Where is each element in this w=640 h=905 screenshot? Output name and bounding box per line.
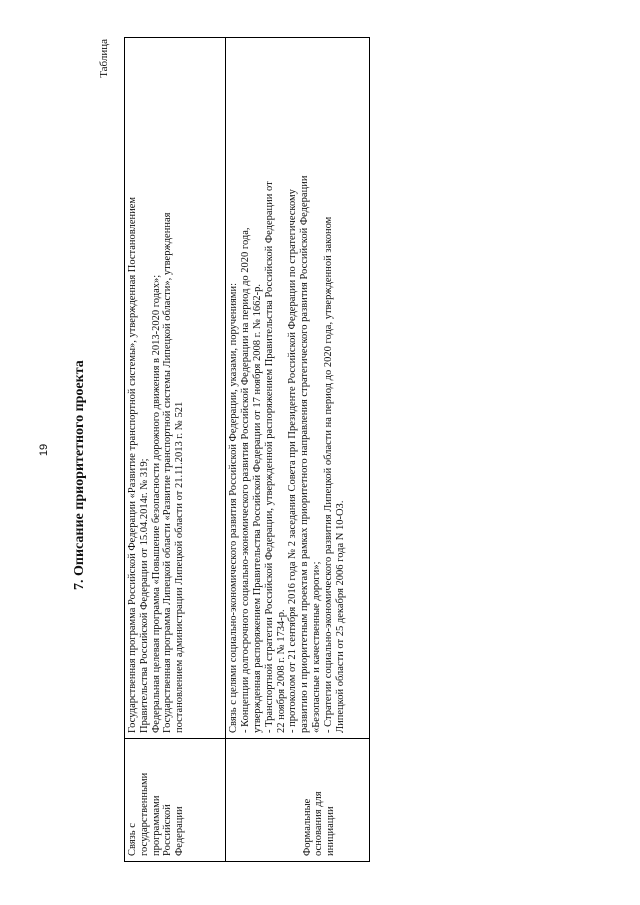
content-line: - протоколом от 21 сентября 2016 года № 2 заседания Совета при Президенте Российской Федерации по стратегическому bbox=[287, 189, 299, 733]
row-label-cell bbox=[125, 739, 226, 862]
row-label-line: Российской bbox=[162, 804, 174, 856]
content-line: - Транспортной стратегии Российской Федерации, утвержденной распоряжением Правительства Российской Федерации от bbox=[263, 181, 275, 733]
row-label-line: Формальные bbox=[301, 798, 313, 856]
content-line: Государственная программа Российской Федерации «Развитие транспортной системы», утвержденная Постановлением bbox=[127, 196, 138, 733]
content-line: - Концепции долгосрочного социально-экономического развития Российской Федерации на период до 2020 года, bbox=[240, 227, 252, 733]
project-description-table bbox=[124, 37, 370, 862]
content-line: - Стратегии социально-экономического развития Липецкой области на период до 2020 года, утвержденной законом bbox=[322, 216, 334, 733]
content-line: Связь с целями социально-экономического развития Российской Федерации, указами, поручениями: bbox=[228, 283, 240, 733]
table-label: Таблица bbox=[98, 39, 110, 78]
page-number: 19 bbox=[38, 443, 50, 457]
row-label-line: Федерации bbox=[174, 806, 186, 856]
row-content-cell bbox=[125, 38, 226, 739]
row-label-line: Связь с bbox=[127, 823, 138, 856]
row-label-line: инициации bbox=[325, 806, 337, 856]
content-line: утвержденная распоряжением Правительства Российской Федерации от 17 ноября 2008 г. № 1662-р. bbox=[252, 283, 263, 733]
row-label-cell bbox=[226, 739, 370, 862]
content-line: 22 ноября 2008 г. № 1734-р. bbox=[275, 609, 287, 733]
table-row bbox=[125, 38, 226, 862]
content-line: развитию и приоритетным проектам в рамках приоритетного направления стратегического развития Российской Федерации bbox=[299, 175, 311, 733]
content-line: «Безопасные и качественные дороги»; bbox=[310, 561, 322, 733]
content-line: Государственная программа Липецкой области «Развитие транспортной системы Липецкой области», утвержденная bbox=[162, 212, 174, 733]
content-line: Федеральная целевая программа «Повышение безопасности дорожного движения в 2013-2020 годах»; bbox=[150, 274, 162, 733]
content-line: Липецкой области от 25 декабря 2006 года N 10-ОЗ. bbox=[334, 500, 346, 733]
row-label-line: программами bbox=[150, 795, 162, 856]
content-line: постановлением администрации Липецкой области от 21.11.2013 г. № 521 bbox=[174, 401, 186, 733]
table-row bbox=[226, 38, 370, 862]
row-label-line: основания для bbox=[313, 791, 325, 856]
section-title: 7. Описание приоритетного проекта bbox=[72, 360, 87, 590]
row-content-cell bbox=[226, 38, 370, 739]
content-line: Правительства Российской Федерации от 15.04.2014г. № 319; bbox=[138, 458, 150, 733]
row-label-line: государственными bbox=[138, 772, 150, 856]
